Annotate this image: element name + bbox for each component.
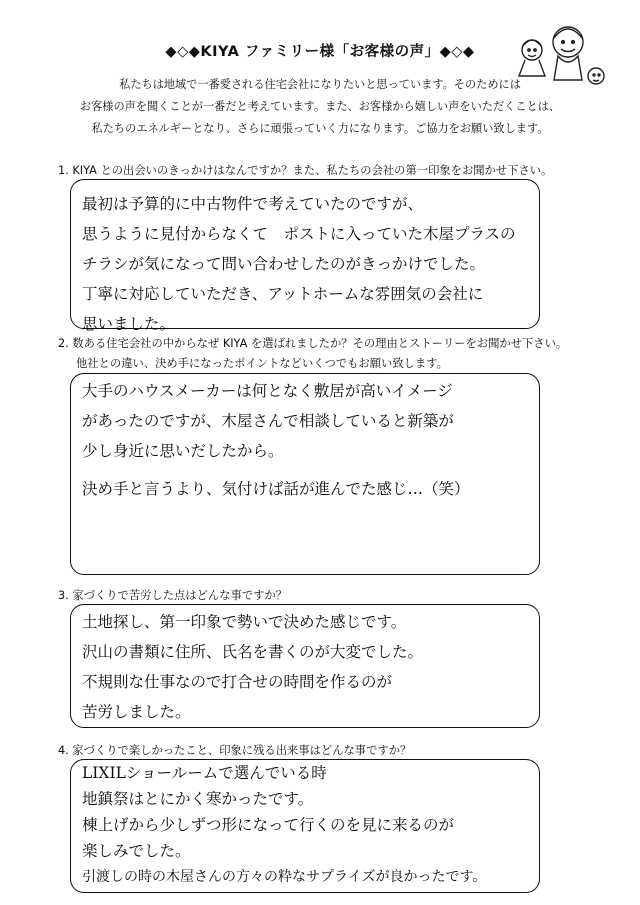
answer-2 — [82, 376, 542, 504]
question-2 — [58, 334, 618, 374]
answer-1 — [82, 189, 542, 339]
answer-line: 決め手と言うより、気付けば話が進んでた感じ…（笑） — [82, 480, 470, 498]
page-title: ◆◇◆KIYA ファミリー様「お客様の声」◆◇◆ — [165, 44, 475, 60]
question-text: 1. KIYA との出会いのきっかけはなんですか？また、私たちの会社の第一印象をお聞かせ下さい。 — [58, 164, 553, 177]
answer-line: 思いました。 — [82, 315, 176, 333]
answer-line: があったのですが、木屋さんで相談していると新築が — [82, 412, 454, 430]
question-4 — [58, 741, 618, 761]
answer-line: 地鎮祭はとにかく寒かったです。 — [82, 790, 314, 808]
intro-text — [60, 74, 580, 140]
answer-line: 大手のハウスメーカーは何となく敷居が高いイメージ — [82, 382, 453, 400]
answer-line: チラシが気になって問い合わせしたのがきっかけでした。 — [82, 255, 486, 273]
question-text: 2. 数ある住宅会社の中からなぜ KIYA を選ばれましたか？その理由とストーリーをお聞かせ下さい。 — [58, 337, 568, 350]
question-1 — [58, 161, 618, 181]
answer-line: 土地探し、第一印象で勢いで決めた感じです。 — [82, 613, 407, 631]
answer-3 — [82, 607, 542, 727]
answer-line: 不規則な仕事なので打合せの時間を作るのが — [82, 673, 393, 691]
answer-4 — [82, 760, 542, 890]
answer-line: 引渡しの時の木屋さんの方々の粋なサプライズが良かったです。 — [82, 869, 487, 885]
answer-line: 最初は予算的に中古物件で考えていたのですが、 — [82, 195, 424, 213]
answer-line: LIXILショールームで選んでいる時 — [82, 764, 327, 782]
intro-line: お客様の声を聞くことが一番だと考えています。また、お客様から嬉しい声をいただくことは、 — [79, 100, 561, 113]
question-text: 3. 家づくりで苦労した点はどんな事ですか？ — [58, 589, 288, 602]
question-text: 他社との違い、決め手になったポイントなどいくつでもお願い致します。 — [76, 357, 448, 370]
answer-line: 楽しみでした。 — [82, 842, 191, 860]
answer-line: 棟上げから少しずつ形になって行くのを見に来るのが — [82, 816, 455, 834]
answer-line: 苦労しました。 — [82, 703, 191, 721]
answer-line: 沢山の書類に住所、氏名を書くのが大変でした。 — [82, 643, 424, 661]
answer-line: 丁寧に対応していただき、アットホームな雰囲気の会社に — [82, 285, 484, 303]
intro-line: 私たちのエネルギーとなり、さらに頑張っていく力になります。ご協力をお願い致します。 — [91, 122, 549, 135]
answer-line: 少し身近に思いだしたから。 — [82, 442, 284, 460]
intro-line: 私たちは地域で一番愛される住宅会社になりたいと思っています。そのためには — [119, 78, 521, 91]
question-3 — [58, 586, 618, 606]
answer-line: 思うように見付からなくて ポストに入っていた木屋プラスの — [82, 225, 516, 243]
question-text: 4. 家づくりで楽しかったこと、印象に残る出来事はどんな事ですか？ — [58, 744, 412, 757]
